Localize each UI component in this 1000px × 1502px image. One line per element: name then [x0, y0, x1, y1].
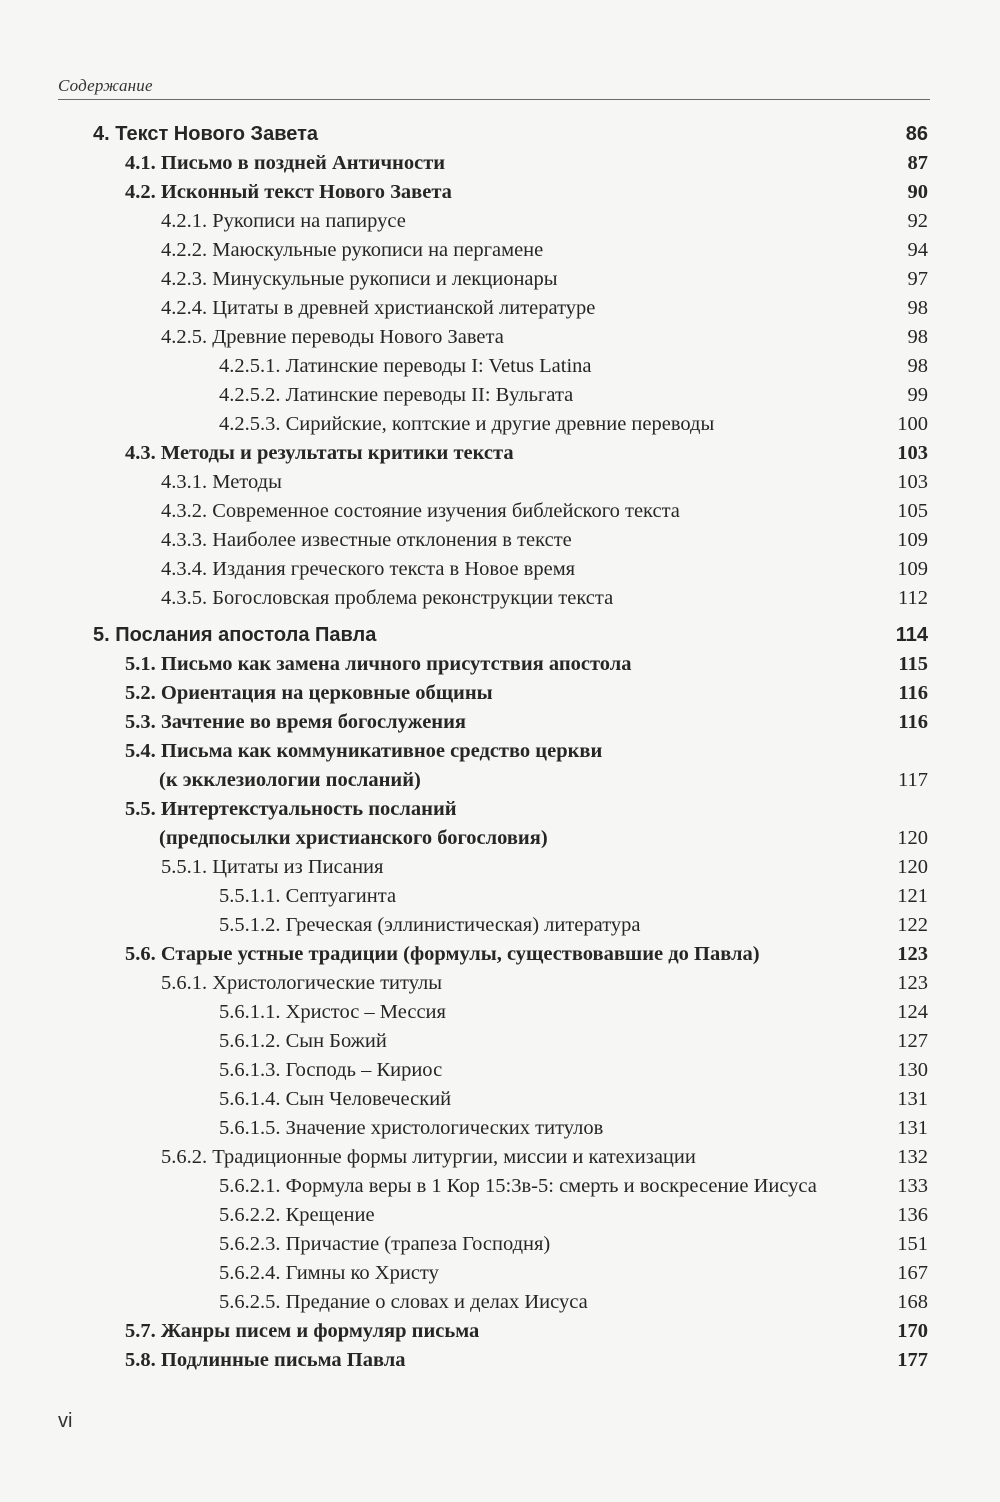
section-gap [0, 613, 1000, 621]
toc-entry-title: 5.2. Ориентация на церковные общины [125, 682, 493, 704]
toc-entry-title: 5.6.1.5. Значение христологических титулов [219, 1117, 604, 1139]
toc-entry-title: 5.6.1. Христологические титулы [161, 972, 443, 994]
toc-entry-page: 98 [907, 355, 928, 377]
toc-entry[interactable] [0, 120, 1000, 149]
toc-entry-page: 131 [897, 1117, 928, 1139]
toc-entry-title: 5.8. Подлинные письма Павла [125, 1349, 406, 1371]
toc-entry[interactable] [0, 410, 1000, 439]
toc-entry-title: 5.1. Письмо как замена личного присутствия апостола [125, 653, 632, 675]
toc-entry-title: 4.2. Исконный текст Нового Завета [125, 181, 452, 203]
toc-entry-title: 5.6.1.4. Сын Человеческий [219, 1088, 452, 1110]
toc-entry-title: 4.3. Методы и результаты критики текста [125, 442, 514, 464]
toc-entry-page: 99 [907, 384, 928, 406]
toc-entry-title: 5.6.1.3. Господь – Кириос [219, 1059, 443, 1081]
toc-entry[interactable] [0, 526, 1000, 555]
toc-entry-title: 4.2.5. Древние переводы Нового Завета [161, 326, 504, 348]
toc-entry[interactable] [0, 882, 1000, 911]
toc-entry-title: 4.1. Письмо в поздней Античности [125, 152, 446, 174]
page-number: vi [58, 1410, 73, 1432]
toc-entry-page: 105 [897, 500, 928, 522]
toc-entry[interactable] [0, 236, 1000, 265]
toc-entry-page: 109 [897, 558, 928, 580]
toc-entry-page: 133 [897, 1175, 928, 1197]
toc-entry-page: 167 [897, 1262, 928, 1284]
toc-entry[interactable] [0, 1317, 1000, 1346]
toc-entry-page: 132 [897, 1146, 928, 1168]
toc-entry[interactable] [0, 1201, 1000, 1230]
toc-entry-title: 5.5.1.2. Греческая (эллинистическая) литература [219, 914, 641, 936]
toc-entry-title: 5.6.2.4. Гимны ко Христу [219, 1262, 439, 1284]
toc-entry[interactable] [0, 265, 1000, 294]
toc-entry-page: 116 [898, 682, 928, 704]
running-header: Содержание [58, 76, 153, 95]
toc-entry[interactable] [0, 766, 1000, 795]
toc-entry-page: 115 [898, 653, 928, 675]
toc-entry[interactable] [0, 737, 1000, 766]
toc-entry-page: 123 [897, 972, 928, 994]
toc-entry-title: 5.5.1.1. Септуагинта [219, 885, 397, 907]
toc-entry-title: 5.6.1.2. Сын Божий [219, 1030, 387, 1052]
header-rule [58, 99, 930, 100]
toc-entry[interactable] [0, 1259, 1000, 1288]
toc-entry-page: 103 [897, 442, 928, 464]
toc-entry[interactable] [0, 824, 1000, 853]
toc-entry-title: 4.2.2. Маюскульные рукописи на пергамене [161, 239, 544, 261]
toc-entry-title: 5.6.2.2. Крещение [219, 1204, 375, 1226]
toc-entry-page: 116 [898, 711, 928, 733]
toc-entry[interactable] [0, 1288, 1000, 1317]
toc-entry[interactable] [0, 294, 1000, 323]
toc-entry-title: 4.3.1. Методы [161, 471, 282, 493]
toc-entry-page: 90 [907, 181, 928, 203]
toc-entry[interactable] [0, 998, 1000, 1027]
toc-entry-title: 4.3.3. Наиболее известные отклонения в тексте [161, 529, 572, 551]
toc-entry-page: 117 [898, 769, 928, 791]
toc-entry-title: 4.3.5. Богословская проблема реконструкции текста [161, 587, 614, 609]
toc-entry[interactable] [0, 911, 1000, 940]
toc-entry-title: 5.6.2. Традиционные формы литургии, миссии и катехизации [161, 1146, 696, 1168]
toc-entry[interactable] [0, 795, 1000, 824]
toc-entry-page: 92 [907, 210, 928, 232]
toc-entry-page: 130 [897, 1059, 928, 1081]
toc-entry[interactable] [0, 352, 1000, 381]
toc-entry[interactable] [0, 1230, 1000, 1259]
toc-entry[interactable] [0, 969, 1000, 998]
toc-entry-title: 4.2.3. Минускульные рукописи и лекционары [161, 268, 558, 290]
toc-entry[interactable] [0, 1056, 1000, 1085]
toc-entry[interactable] [0, 1085, 1000, 1114]
toc-entry-title: 4.3.2. Современное состояние изучения библейского текста [161, 500, 680, 522]
toc-entry[interactable] [0, 650, 1000, 679]
toc-entry-page: 103 [897, 471, 928, 493]
toc-entry[interactable] [0, 149, 1000, 178]
toc-entry-title: 4.2.4. Цитаты в древней христианской литературе [161, 297, 596, 319]
toc-entry[interactable] [0, 207, 1000, 236]
toc-entry[interactable] [0, 178, 1000, 207]
toc-entry-page: 114 [895, 624, 928, 646]
toc-entry-page: 136 [897, 1204, 928, 1226]
toc-entry[interactable] [0, 708, 1000, 737]
toc-entry-page: 98 [907, 297, 928, 319]
toc-entry-title: 5.3. Зачтение во время богослужения [125, 711, 467, 733]
toc-entry-title: 4. Текст Нового Завета [93, 123, 319, 145]
toc-entry[interactable] [0, 621, 1000, 650]
toc-entry-page: 109 [897, 529, 928, 551]
toc-entry[interactable] [0, 555, 1000, 584]
toc-entry-title: 5.6.2.3. Причастие (трапеза Господня) [219, 1233, 551, 1255]
toc-entry-page: 170 [897, 1320, 928, 1342]
toc-entry[interactable] [0, 468, 1000, 497]
toc-entry[interactable] [0, 381, 1000, 410]
toc-entry-page: 127 [897, 1030, 928, 1052]
toc-entry-title: 5.6.2.1. Формула веры в 1 Кор 15:3в-5: смерть и воскресение Иисуса [219, 1175, 817, 1197]
toc-entry-page: 98 [907, 326, 928, 348]
toc-entry[interactable] [0, 940, 1000, 969]
toc-entry-title: 4.2.5.3. Сирийские, коптские и другие древние переводы [219, 413, 715, 435]
toc-entry-title: 5.6. Старые устные традиции (формулы, существовавшие до Павла) [125, 943, 760, 965]
toc-entry-title: 5.6.1.1. Христос – Мессия [219, 1001, 446, 1023]
toc-entry-title: 5.5. Интертекстуальность посланий [125, 798, 457, 820]
toc-entry[interactable] [0, 439, 1000, 468]
toc-entry[interactable] [0, 1172, 1000, 1201]
toc-entry[interactable] [0, 853, 1000, 882]
toc-entry-page: 112 [898, 587, 928, 609]
toc-entry[interactable] [0, 497, 1000, 526]
toc-entry[interactable] [0, 1027, 1000, 1056]
toc-entry[interactable] [0, 1143, 1000, 1172]
toc-entry-page: 123 [897, 943, 928, 965]
toc-entry-page: 120 [897, 856, 928, 878]
toc-entry[interactable] [0, 323, 1000, 352]
toc-entry-page: 87 [907, 152, 928, 174]
toc-entry-title: 4.2.1. Рукописи на папирусе [161, 210, 406, 232]
toc-entry-title: 5.6.2.5. Предание о словах и делах Иисуса [219, 1291, 588, 1313]
toc-entry-title: (к экклезиологии посланий) [159, 769, 421, 791]
toc-entry-page: 177 [897, 1349, 928, 1371]
toc-entry[interactable] [0, 1346, 1000, 1375]
toc-entry-page: 100 [897, 413, 928, 435]
toc-entry-page: 124 [897, 1001, 928, 1023]
toc-entry[interactable] [0, 1114, 1000, 1143]
toc-entry-title: 5.4. Письма как коммуникативное средство церкви [125, 740, 603, 762]
toc-entry-page: 122 [897, 914, 928, 936]
toc-entry-title: 4.3.4. Издания греческого текста в Новое время [161, 558, 576, 580]
toc-entry-title: 5.5.1. Цитаты из Писания [161, 856, 384, 878]
toc-entry-page: 131 [897, 1088, 928, 1110]
toc-entry-page: 120 [897, 827, 928, 849]
toc-entry[interactable] [0, 679, 1000, 708]
toc-entry-page: 168 [897, 1291, 928, 1313]
toc-entry-page: 97 [907, 268, 928, 290]
toc-entry-title: (предпосылки христианского богословия) [159, 827, 548, 849]
toc-entry-title: 5. Послания апостола Павла [93, 624, 377, 646]
toc-entry-title: 4.2.5.1. Латинские переводы I: Vetus Latina [219, 355, 592, 377]
toc-entry-page: 151 [897, 1233, 928, 1255]
toc-entry-title: 4.2.5.2. Латинские переводы II: Вульгата [219, 384, 574, 406]
toc-entry-page: 86 [905, 123, 928, 145]
toc-entry-page: 94 [907, 239, 928, 261]
toc-entry[interactable] [0, 584, 1000, 613]
table-of-contents [0, 120, 1000, 1375]
toc-entry-page: 121 [897, 885, 928, 907]
toc-entry-title: 5.7. Жанры писем и формуляр письма [125, 1320, 480, 1342]
